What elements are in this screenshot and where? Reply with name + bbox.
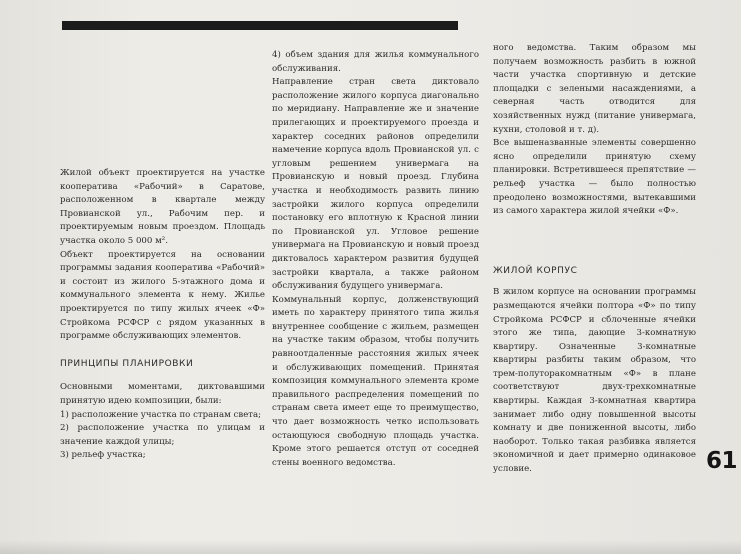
text-column-2 — [272, 49, 479, 470]
list-item: 4) объем здания для жилья коммунального обслуживания. — [272, 50, 479, 74]
intro-paragraph: Жилой объект проектируется на участке кооператива «Рабочий» в Саратове, расположенном в квартале между Провианской ул., Рабочим пер. и проектируемым новым проездом. Площадь участка около 5 000 м². — [60, 168, 265, 246]
header-rule — [62, 21, 458, 30]
list-item: 2) расположение участка по улицам и значение каждой улицы; — [60, 423, 265, 447]
scheme-paragraph: Все вышеназванные элементы совершенно ясно определили принятую схему планировки. Встретившееся препятствие — рельеф участка — было полностью преодолено возможностями, вытекавшими из самого характера жилой ячейки «Ф». — [493, 138, 696, 217]
program-paragraph: Объект проектируется на основании программы задания кооператива «Рабочий» и состоит из жилого 5-этажного дома и коммунального элемента к нему. Жилье проектируется по типу жилых ячеек «Ф» Стройкома РСФСР с рядом указанных в программе обслуживающих элементов. — [60, 249, 265, 342]
residential-paragraph: В жилом корпусе на основании программы размещаются ячейки полтора «Ф» по типу Стройкома РСФСР и сблоченные ячейки этого же типа, дающие 3-комнатную квартиру. Означенные 3-комнатные квартиры разбиты таким образом, что трем-полуторакомнатным «Ф» в плане соответствуют двух-трехкомнатные квартиры. Каждая 3-комнатная квартира занимает либо одну повышенной высоты комнату и две пониженной высоты, либо наоборот. Только такая разбивка является экономичной и дает примерно одинаковое условие. — [493, 287, 696, 475]
list-item: 1) расположение участка по странам света; — [60, 409, 262, 420]
section-heading-planning: ПРИНЦИПЫ ПЛАНИРОВКИ — [60, 358, 194, 369]
continuation-paragraph: ного ведомства. Таким образом мы получаем возможность разбить в южной части участка спортивную и детские площадки с зелеными насаждениями, а северная часть отводится для хозяйственных нужд (питание универмага, кухни, столовой и т. д). — [493, 43, 696, 135]
communal-paragraph: Коммунальный корпус, долженствующий иметь по характеру принятого типа жилья внутреннее сообщение с жильем, размещен на участке таким образом, чтобы получить равноотдаленные расстояния жилых ячеек и обслуживающих помещений. Принятая композиция коммунального элемента кроме правильного распределения помещений по странам света имеет еще то преимущество, что дает возможность четко использовать остающуюся свободную площадь участка. Кроме этого решается отступ от соседней стены военного ведомства. — [272, 294, 479, 468]
section-heading-residential: ЖИЛОЙ КОРПУС — [493, 265, 578, 276]
orientation-paragraph: Направление стран света диктовало расположение жилого корпуса диагонально по меридиану. Направление же и значение прилегающих и проектируемого проезда и характер соседних районов определили намечение корпуса вдоль Провианской ул. с угловым решением универмага на Провианскую и новый проезд. Глубина участка и необходимость развить линию застройки жилого корпуса определили постановку его вплотную к Красной линии по Провианской ул. Угловое решение универмага на Провианскую и новый проезд диктовалось характером развития будущей застройки квартала, а также районом обслуживания будущего универмага. — [272, 77, 479, 292]
page-number: 61 — [706, 448, 738, 474]
text-column-1 — [60, 167, 265, 463]
text-column-3 — [493, 42, 696, 477]
principles-intro: Основными моментами, диктовавшими принятую идею композиции, были: — [60, 382, 265, 406]
page-edge-shadow — [0, 540, 741, 554]
list-item: 3) рельеф участка; — [60, 450, 146, 461]
